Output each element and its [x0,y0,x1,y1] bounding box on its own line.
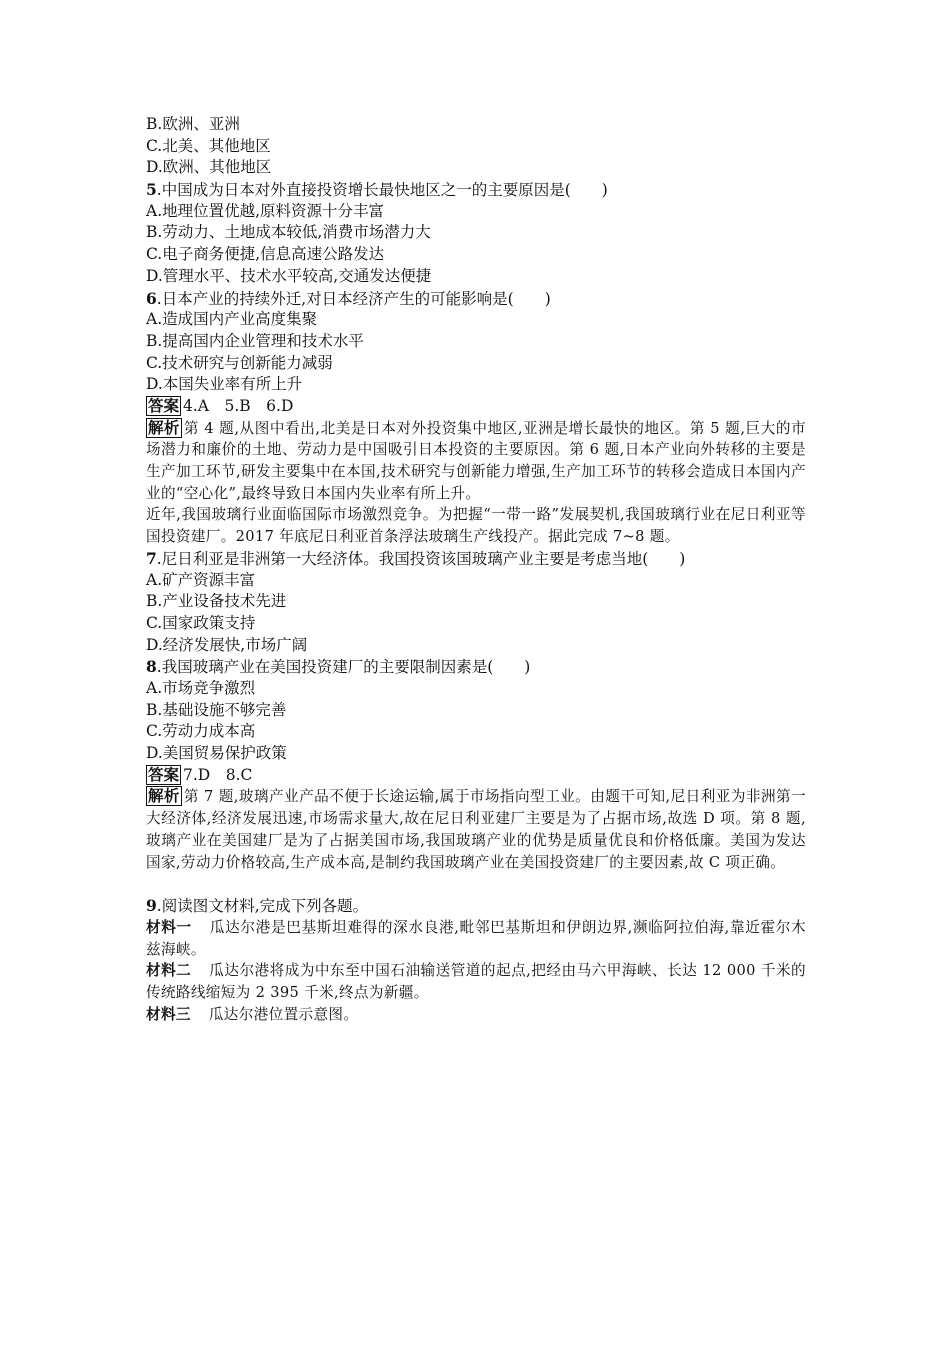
answer-tag: 答案 [148,395,180,415]
analysis-text: 第 7 题,玻璃产业产品不便于长途运输,属于市场指向型工业。由题干可知,尼日利亚为非洲第一大经济体,经济发展迅速,市场需求量大,故在尼日利亚建厂主要是为了占据市场,故选 D 项。第 8 题,玻璃产业在美国建厂是为了占据美国市场,我国玻璃产业的优势是质量优良和价格低廉。美国为发达国家,劳动力价格较高,生产成本高,是制约我国玻璃产业在美国投资建厂的主要因素,故 C 项正确。 [146,788,806,871]
q8-option-c: C.劳动力成本高 [146,722,256,741]
q8-option-a: A.市场竞争激烈 [146,678,256,697]
material-2-text: 瓜达尔港将成为中东至中国石油输送管道的起点,把经由马六甲海峡、长达 12 000 千米的传统路线缩短为 2 395 千米,终点为新疆。 [146,962,806,1002]
q6-option-a: A.造成国内产业高度集聚 [146,310,318,329]
document-page [146,114,806,1025]
question-5-stem [146,179,806,201]
q7-option-d: D.经济发展快,市场广阔 [146,635,308,654]
q5-option-b: B.劳动力、土地成本较低,消费市场潜力大 [146,223,431,242]
material-3-text: 瓜达尔港位置示意图。 [208,1005,359,1023]
analysis-tag: 解析 [148,786,180,806]
answer-tag: 答案 [148,764,180,784]
material-3 [146,1004,806,1026]
analysis-block-1 [146,418,806,505]
question-9-stem [146,895,806,917]
question-5-text: .中国成为日本对外直接投资增长最快地区之一的主要原因是( ) [156,181,608,200]
material-1-label: 材料一 [146,918,192,936]
q5-option-a: A.地理位置优越,原料资源十分丰富 [146,201,385,220]
q8-option-b: B.基础设施不够完善 [146,700,287,719]
material-2 [146,960,806,1003]
question-7-text: .尼日利亚是非洲第一大经济体。我国投资该国玻璃产业主要是考虑当地( ) [156,549,686,568]
question-6-stem [146,288,806,310]
material-3-label: 材料三 [146,1005,191,1023]
answer-block-1 [146,396,806,418]
q4-option-b: B.欧洲、亚洲 [146,115,240,133]
question-9-text: .阅读图文材料,完成下列各题。 [156,897,369,916]
material-2-label: 材料二 [146,962,192,980]
q5-option-c: C.电子商务便捷,信息高速公路发达 [146,245,385,264]
q4-option-c: C.北美、其他地区 [146,136,271,155]
analysis-tag: 解析 [148,417,180,437]
q6-option-d: D.本国失业率有所上升 [146,375,303,394]
question-8-number: 8 [146,657,157,677]
question-5-number: 5 [146,180,157,200]
q5-option-d: D.管理水平、技术水平较高,交通发达便捷 [146,266,432,285]
answer-text: 7.D 8.C [183,765,253,784]
question-9-number: 9 [146,896,157,916]
question-8-stem [146,656,806,678]
question-6-number: 6 [146,288,157,308]
q7-option-a: A.矿产资源丰富 [146,570,256,589]
q6-option-c: C.技术研究与创新能力减弱 [146,353,333,372]
q7-option-b: B.产业设备技术先进 [146,592,287,611]
material-1-text: 瓜达尔港是巴基斯坦难得的深水良港,毗邻巴基斯坦和伊朗边界,濒临阿拉伯海,靠近霍尔木兹海峡。 [146,918,806,958]
answer-block-2 [146,765,806,787]
section-spacer [146,873,806,895]
material-1 [146,917,806,960]
q7-option-c: C.国家政策支持 [146,613,256,632]
answer-text: 4.A 5.B 6.D [183,396,294,415]
analysis-text: 第 4 题,从图中看出,北美是日本对外投资集中地区,亚洲是增长最快的地区。第 5 题,巨大的市场潜力和廉价的土地、劳动力是中国吸引日本投资的主要原因。第 6 题,日本产业向外转移的主要是生产加工环节,研发主要集中在本国,技术研究与创新能力增强,生产加工环节的转移会造成日本国内产业的“空心化”,最终导致日本国内失业率有所上升。 [146,419,806,502]
q8-option-d: D.美国贸易保护政策 [146,744,287,763]
question-8-text: .我国玻璃产业在美国投资建厂的主要限制因素是( ) [156,658,531,677]
analysis-block-2 [146,786,806,873]
question-7-number: 7 [146,548,157,568]
question-6-text: .日本产业的持续外迁,对日本经济产生的可能影响是( ) [156,289,551,308]
q4-option-d: D.欧洲、其他地区 [146,158,272,177]
q6-option-b: B.提高国内企业管理和技术水平 [146,331,364,350]
question-7-stem [146,548,806,570]
passage-intro: 近年,我国玻璃行业面临国际市场激烈竞争。为把握“一带一路”发展契机,我国玻璃行业在尼日利亚等国投资建厂。2017 年底尼日利亚首条浮法玻璃生产线投产。据此完成 7~8 题。 [146,506,806,546]
